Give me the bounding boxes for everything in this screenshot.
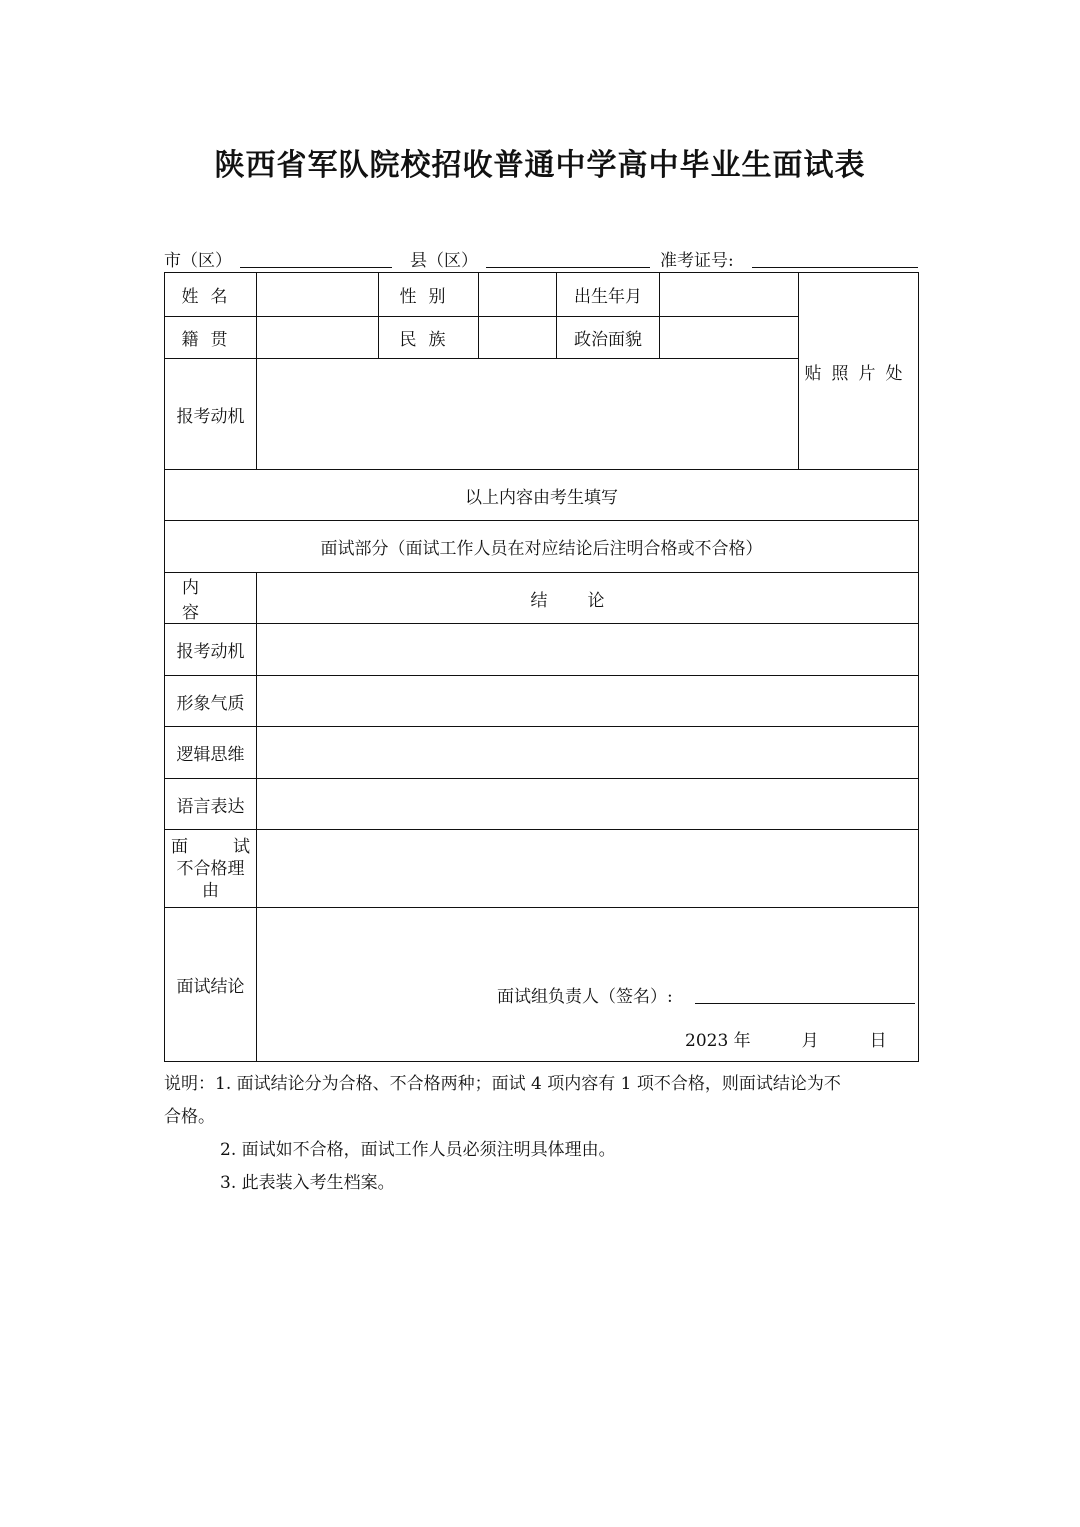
note-line: 说明：1. 面试结论分为合格、不合格两种；面试 4 项内容有 1 项不合格，则面试结论为不 — [164, 1074, 841, 1094]
conclusion-header: 结论 — [257, 573, 919, 624]
final-conclusion-label: 面试结论 — [165, 908, 257, 1062]
gender-label: 性别 — [379, 273, 479, 317]
interview-form-table — [164, 272, 919, 1062]
motive-field[interactable] — [257, 359, 799, 470]
fail-reason-label-part: 面 — [171, 836, 188, 857]
motive-label: 报考动机 — [165, 359, 257, 470]
exam-no-field[interactable] — [752, 267, 918, 268]
note-line: 3. 此表装入考生档案。 — [220, 1173, 395, 1193]
ethnic-label: 民族 — [379, 317, 479, 359]
county-label: 县（区） — [410, 251, 478, 271]
item-conclusion-field[interactable] — [257, 676, 919, 727]
city-field[interactable] — [240, 267, 392, 268]
signature-line[interactable] — [695, 1003, 915, 1004]
gender-field[interactable] — [479, 273, 557, 317]
notes — [164, 1068, 924, 1200]
city-label: 市（区） — [164, 251, 232, 271]
exam-no-label: 准考证号: — [660, 251, 734, 271]
header-line — [164, 246, 918, 270]
item-conclusion-field[interactable] — [257, 727, 919, 779]
date-text: 2023 年 月 日 — [685, 1031, 887, 1051]
name-field[interactable] — [257, 273, 379, 317]
ethnic-field[interactable] — [479, 317, 557, 359]
item-label: 报考动机 — [165, 624, 257, 676]
item-label: 语言表达 — [165, 779, 257, 830]
fail-reason-field[interactable] — [257, 830, 919, 908]
name-label: 姓名 — [165, 273, 257, 317]
item-conclusion-field[interactable] — [257, 779, 919, 830]
photo-area[interactable]: 贴照片处 — [799, 273, 919, 470]
native-label: 籍贯 — [165, 317, 257, 359]
item-label: 形象气质 — [165, 676, 257, 727]
signer-label: 面试组负责人（签名）: — [497, 987, 673, 1007]
political-field[interactable] — [660, 317, 799, 359]
birth-field[interactable] — [660, 273, 799, 317]
student-fill-note: 以上内容由考生填写 — [165, 470, 919, 521]
interview-section-title: 面试部分（面试工作人员在对应结论后注明合格或不合格） — [165, 521, 919, 573]
page-title: 陕西省军队院校招收普通中学高中毕业生面试表 — [214, 148, 866, 183]
content-header: 内容 — [165, 573, 257, 624]
birth-label: 出生年月 — [557, 273, 660, 317]
political-label: 政治面貌 — [557, 317, 660, 359]
note-line: 2. 面试如不合格，面试工作人员必须注明具体理由。 — [220, 1140, 616, 1160]
fail-reason-label-part: 试 — [233, 836, 250, 857]
fail-reason-label-part: 由 — [202, 880, 219, 901]
fail-reason-label-part: 不合格理 — [176, 858, 245, 879]
fail-reason-label — [165, 830, 257, 908]
item-conclusion-field[interactable] — [257, 624, 919, 676]
note-line: 合格。 — [164, 1107, 215, 1127]
county-field[interactable] — [486, 267, 650, 268]
final-conclusion-field[interactable] — [257, 908, 919, 1062]
item-label: 逻辑思维 — [165, 727, 257, 779]
native-field[interactable] — [257, 317, 379, 359]
